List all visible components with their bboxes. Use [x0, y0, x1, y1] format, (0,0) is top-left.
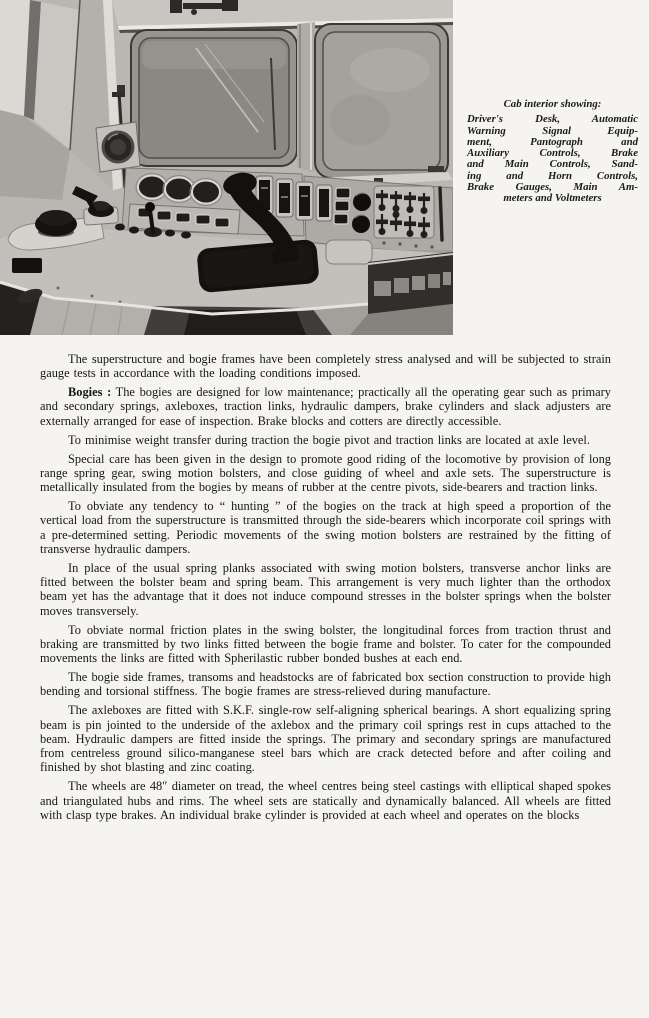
paragraph-anchor-links [40, 561, 611, 618]
paragraph-text: The wheels are 48″ diameter on tread, the wheel centres being steel castings with elliptical shaped spokes and triangulated hubs and rims. The wheel sets are statically and dynamically balanced. All wheels are fitted with clasp type brakes. An individual brake cylinder is provided at each wheel and operates on the blocks [40, 779, 611, 822]
caption-line: Brake Gauges, Main Am- [467, 181, 638, 194]
paragraph-text: Special care has been given in the design to promote good riding of the locomotive by provision of long range spring gear, swing motion bolsters, and close guiding of wheel and axle sets. The superstructure is metallically insulated from the bogies by means of rubber at the centre pivots, side-bearers and traction links. [40, 451, 611, 495]
caption-heading: Cab interior showing: [503, 98, 602, 110]
paragraph-wheels [40, 779, 611, 822]
paragraph-text: The bogie side frames, transoms and headstocks are of fabricated box section construction to provide high bending and torsional stiffness. The bogie frames are stress-relieved during manufacture. [40, 670, 611, 699]
paragraph-bogies [40, 385, 611, 428]
paragraph-weight-transfer [40, 433, 611, 447]
paragraph-hunting [40, 499, 611, 556]
caption-line: ment, Pantograph and [467, 135, 638, 148]
paragraph-friction-plates [40, 623, 611, 666]
caption-line: Auxiliary Controls, Brake [467, 147, 638, 160]
right-windscreen [315, 24, 453, 188]
paragraph-text: To minimise weight transfer during traction the bogie pivot and traction links are located at axle level. [68, 432, 590, 447]
caption-line: Driver's Desk, Automatic [467, 113, 638, 126]
paragraph-text: To obviate normal friction plates in the swing bolster, the longitudinal forces from traction thrust and braking are transmitted by two links fitted between the bogie frame and bolster. To cater for the compounded movements the links are fitted with Spherilastic rubber bonded bushes at each end. [40, 622, 611, 666]
paragraph-lead: Bogies : [68, 385, 112, 400]
caption-line: meters and Voltmeters [503, 192, 602, 205]
paragraph-text: To obviate any tendency to “ hunting ” of the bogies on the track at high speed a proportion of the vertical load from the superstructure is transmitted through the side-bearers which incorporate coil springs with a pre-determined setting. Periodic movements of the swing motion bolsters are restrained by the fitting of transverse hydraulic dampers. [40, 499, 611, 556]
indicator-stack [334, 188, 350, 224]
paragraph-side-frames [40, 670, 611, 699]
paragraph-riding [40, 452, 611, 495]
cab-interior-photo [0, 0, 453, 335]
desk-tray [326, 240, 372, 264]
paragraph-text: In place of the usual spring planks associated with swing motion bolsters, transverse anchor links are fitted between the bolster beam and spring beam. This arrangement is very much lighter than the orthodox beam yet has the advantage that it does not induce compound stresses in the bolster springs when the bolster moves transversely. [40, 560, 611, 618]
body-text [40, 352, 611, 827]
paragraph-axleboxes [40, 703, 611, 774]
pillar-gauge [96, 122, 140, 172]
caption-line: ing and Horn Controls, [467, 169, 638, 182]
caption-line: Warning Signal Equip- [467, 124, 638, 137]
paragraph-text: The axleboxes are fitted with S.K.F. single-row self-aligning spherical bearings. A short equalizing spring beam is pin jointed to the underside of the axlebox and the primary coil springs rest in cups attached to the beam. Hydraulic dampers are fitted inside the springs. The primary and secondary springs are manufactured from centreless ground silico-manganese steel bars which are crack detected before and after coiling and finished by shot blasting and zinc coating. [40, 703, 611, 775]
cab-photo-svg [0, 0, 453, 335]
paragraph-superstructure [40, 352, 611, 381]
photo-caption [467, 99, 638, 205]
paragraph-text: The superstructure and bogie frames have been completely stress analysed and will be subjected to strain gauge tests in accordance with the loading conditions imposed. [40, 352, 611, 381]
centre-windscreen [131, 30, 297, 166]
caption-line: and Main Controls, Sand- [467, 158, 638, 171]
paragraph-text: The bogies are designed for low maintenance; practically all the operating gear such as primary and secondary springs, axleboxes, traction links, hydraulic dampers, brake cylinders and slack adjusters are externally arranged for ease of inspection. Brake blocks and cotters are directly accessible. [40, 385, 611, 428]
gauge-cluster [136, 174, 222, 206]
window-pillar [297, 22, 315, 172]
